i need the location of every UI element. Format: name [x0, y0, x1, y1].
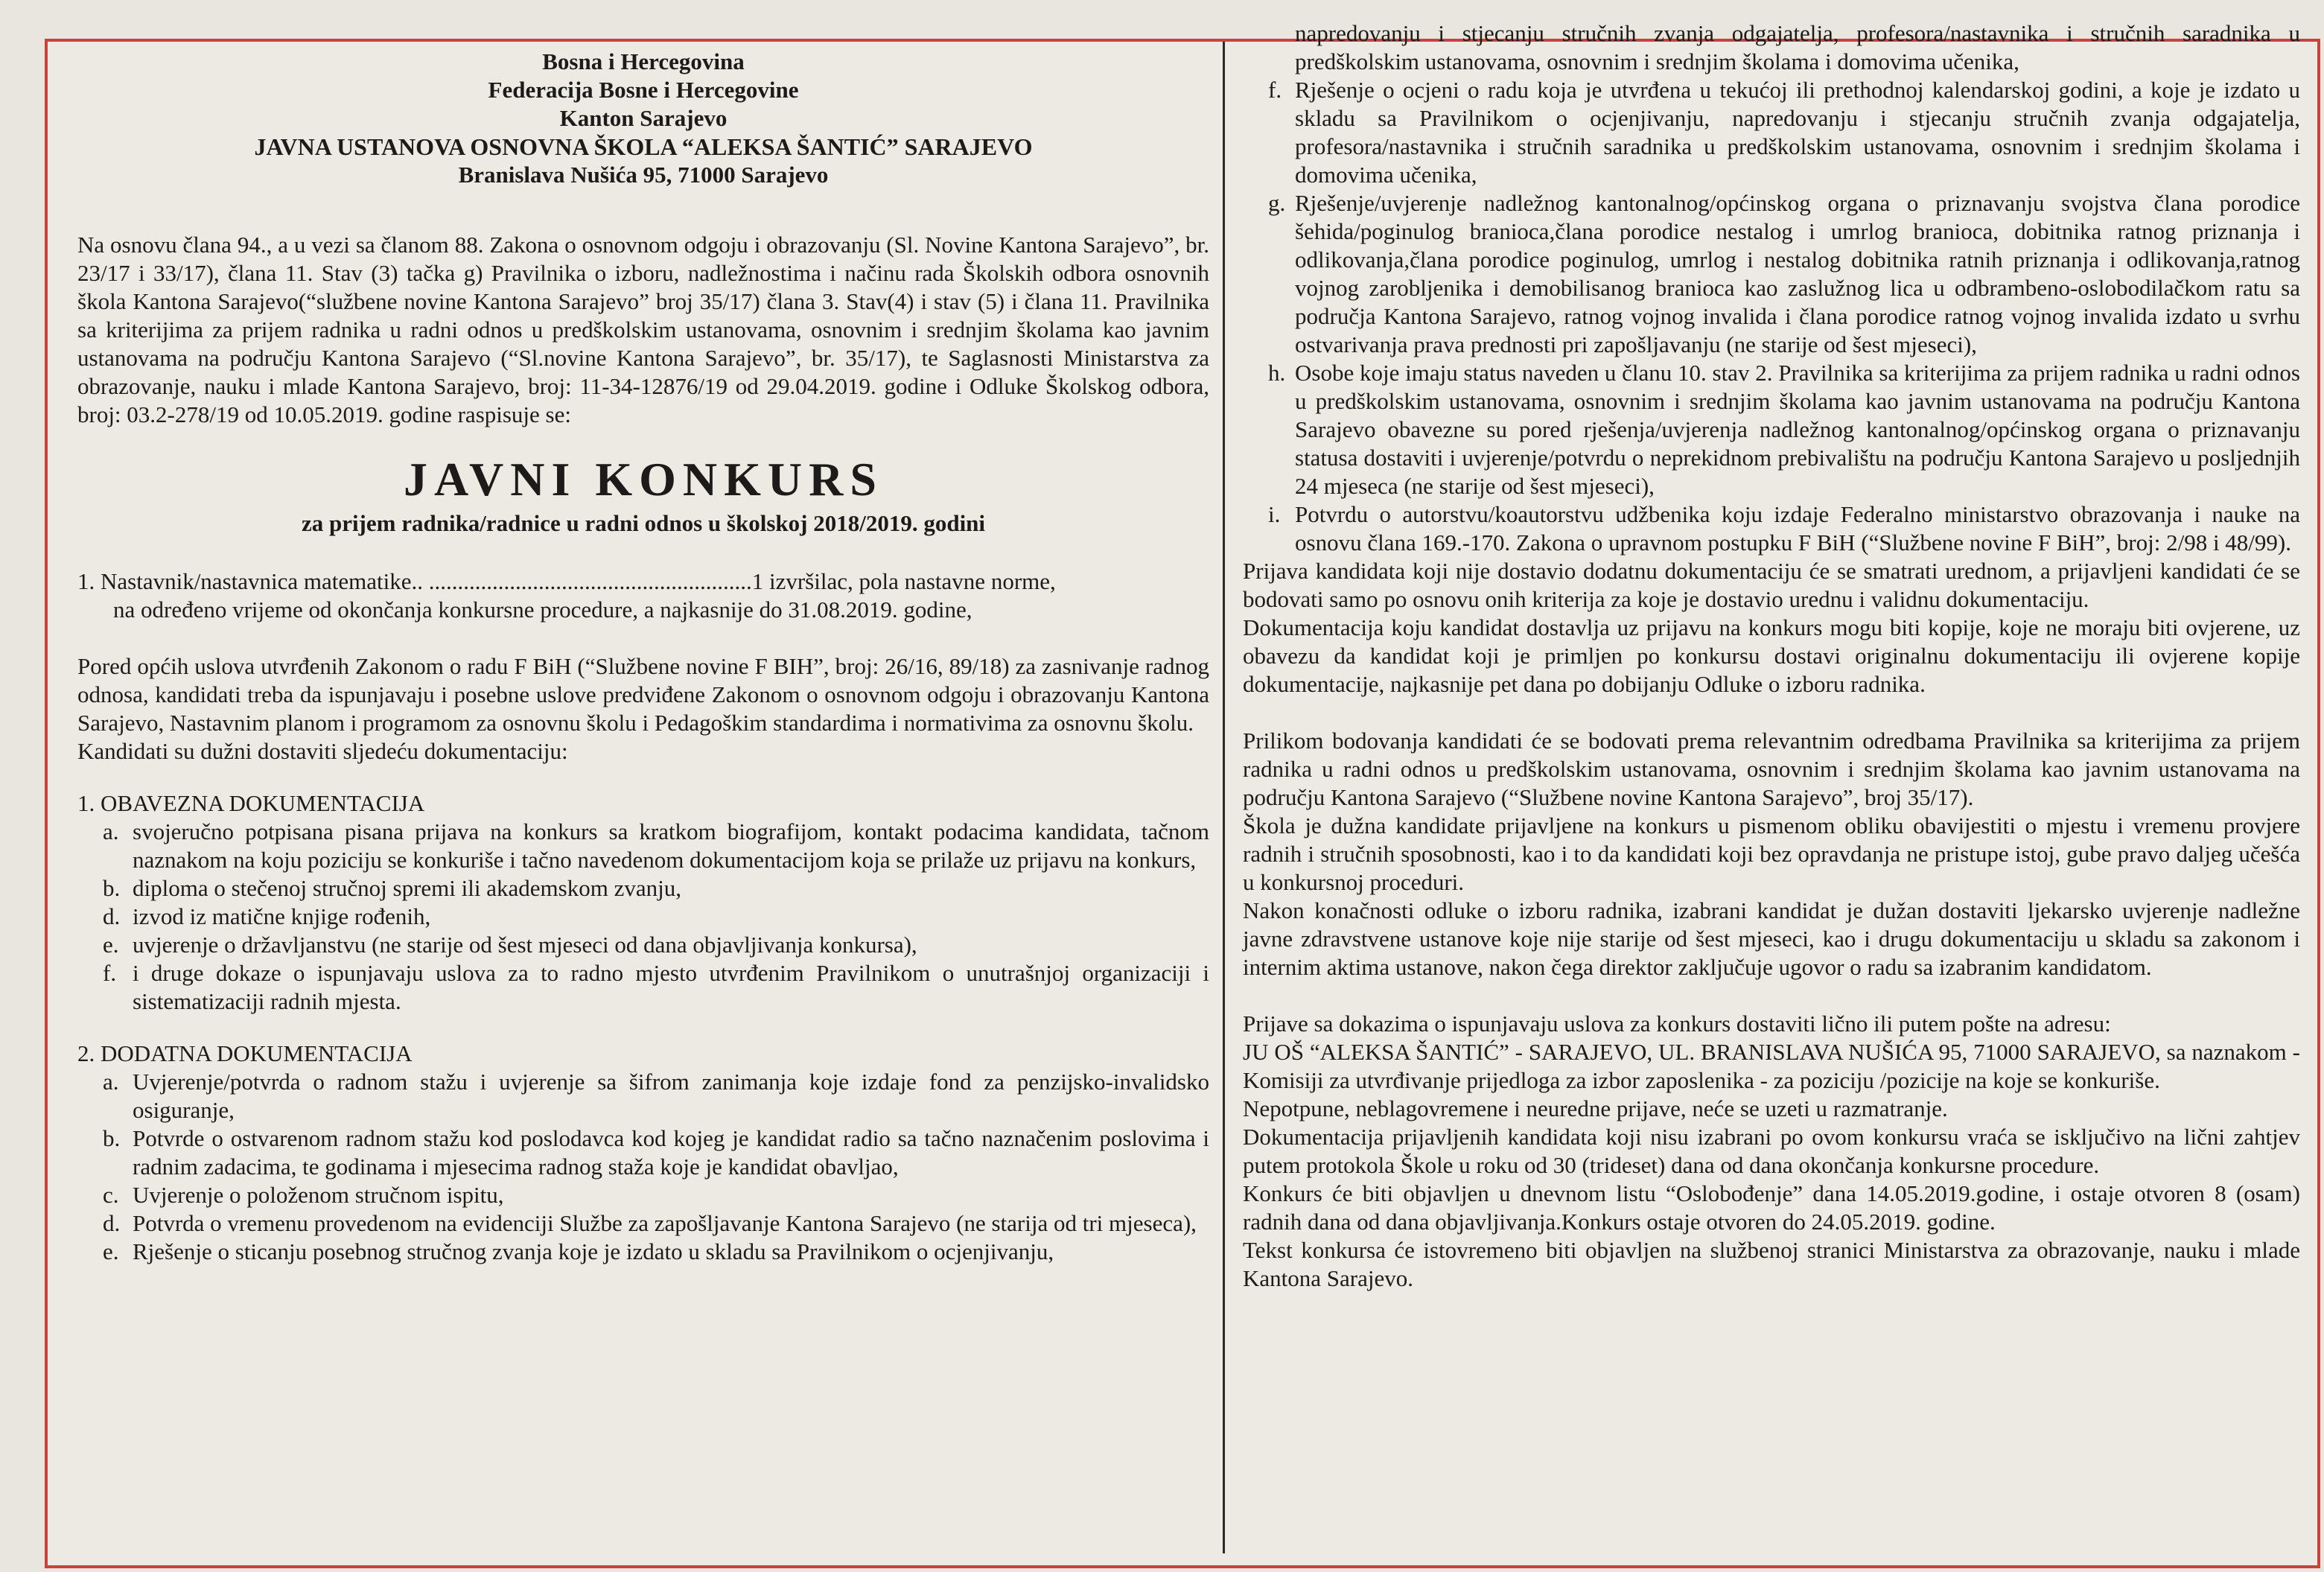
- notice-title: JAVNI KONKURS: [404, 453, 883, 506]
- copies-paragraph: Dokumentacija koju kandidat dostavlja uz prijavu na konkurs mogu biti kopije, koje ne moraju biti ovjerene, uz obavezu da kandidat koji je primljen po konkursu dostavi originalnu dokumentaciju ili ovjerene kopije dokumentacije, najkasnije pet dana po dobijanju Odluke o izboru radnika.: [1243, 614, 2300, 697]
- medical-paragraph: Nakon konačnosti odluke o izboru radnika, izabrani kandidat je dužan dostaviti ljekarsko uvjerenje nadležne javne zdravstvene ustanove koje nije starije od šest mjeseci, kao i drugu dokumentaciju u skladu sa zakonom i internim aktima ustanove, nakon čega direktor zaključuje ugovor o radu sa izabranim kandidatom.: [1243, 897, 2300, 980]
- header-address: Branislava Nušića 95, 71000 Sarajevo: [458, 162, 829, 188]
- header-federation: Federacija Bosne i Hercegovine: [488, 77, 799, 103]
- list-item: e. uvjerenje o državljanstvu (ne starije od šest mjeseci od dana objavljivanja konkursa),: [103, 932, 917, 958]
- position-line-1: 1. Nastavnik/nastavnica matematike.. ........................................................1 izvršilac, pola nastavne norme,: [77, 568, 1056, 594]
- position-entry: [77, 567, 1209, 624]
- list-item: a. svojeručno potpisana pisana prijava na konkurs sa kratkom biografijom, kontakt podacima kandidata, tačnom naznakom na koju poziciju se konkuriše i tačno navedenom dokumentacijom koja se prilaže uz prijavu na konkurs,: [103, 818, 1209, 873]
- publish-paragraph: Konkurs će biti objavljen u dnevnom listu “Oslobođenje” dana 14.05.2019.godine, i ostaje otvoren 8 (osam) radnih dana od dana objavljivanja.Konkurs ostaje otvoren do 24.05.2019. godine.: [1243, 1180, 2300, 1235]
- list-item: g. Rješenje/uvjerenje nadležnog kantonalnog/općinskog organa o priznavanju svojstva člana porodice šehida/poginulog branioca,člana porodice nestalog i umrlog branioca, dobitnika ratnog priznanja i odlikovanja,člana porodice poginulog, umrlog i nestalog dobitnika ratnih priznanja i odlikovanja,ratnog vojnog zarobljenika i demobilisanog branioca kao zaslužnog lica u odbrambeno-oslobodilačkom ratu sa područja Kantona Sarajevo, ratnog vojnog invalida i člana porodice ratnog vojnog invalida izdato u svrhu ostvarivanja prava prednosti pri zapošljavanju (ne starije od šest mjeseci),: [1268, 190, 2300, 357]
- additional-heading: 2. DODATNA DOKUMENTACIJA: [77, 1040, 413, 1066]
- header-country: Bosna i Hercegovina: [542, 48, 745, 74]
- return-paragraph: Dokumentacija prijavljenih kandidata koji nisu izabrani po ovom konkursu vraća se isključivo na lični zahtjev putem protokola Škole u roku od 30 (trideset) dana od dana okončanja konkursne procedure.: [1243, 1124, 2300, 1178]
- testing-paragraph: Škola je dužna kandidate prijavljene na konkurs u pismenom obliku obavijestiti o mjestu i vremenu provjere radnih i stručnih sposobnosti, kao i to da kandidati koji bez opravdanja ne pristupe istoj, gube pravo daljeg učešća u konkursnoj proceduri.: [1243, 812, 2300, 895]
- list-item: f. i druge dokaze o ispunjavaju uslova za to radno mjesto utvrđenim Pravilnikom o unutrašnjoj organizaciji i sistematizaciji radnih mjesta.: [103, 960, 1209, 1014]
- list-item: i. Potvrdu o autorstvu/koautorstvu udžbenika koju izdaje Federalno ministarstvo obrazovanja i nauke na osnovu člana 169.-170. Zakona o upravnom postupku F BiH (“Službene novine F BiH”, broj: 2/98 i 48/99).: [1268, 501, 2300, 556]
- submit-paragraph: Prijave sa dokazima o ispunjavaju uslova za konkurs dostaviti lično ili putem pošte na adresu:: [1243, 1011, 2111, 1037]
- left-column: [77, 48, 1209, 1266]
- header-school-name: JAVNA USTANOVA OSNOVNA ŠKOLA “ALEKSA ŠANTIĆ” SARAJEVO: [254, 133, 1033, 160]
- position-line-2: na određeno vrijeme od okončanja konkursne procedure, a najkasnije do 31.08.2019. godine,: [113, 596, 972, 623]
- right-column: [1243, 19, 2300, 1293]
- mandatory-heading: 1. OBAVEZNA DOKUMENTACIJA: [77, 790, 425, 816]
- scoring-paragraph: Prilikom bodovanja kandidati će se bodovati prema relevantnim odredbama Pravilnika sa kriterijima za prijem radnika u radni odnos u predškolskim ustanovama, osnovnim i srednjim školama kao javnim ustanovama na području Kantona Sarajevo (“Službene novine Kantona Sarajevo”, broj 35/17).: [1243, 728, 2300, 810]
- continuation-text: napredovanju i stjecanju stručnih zvanja odgajatelja, profesora/nastavnika i stručnih saradnika u predškolskim ustanovama, osnovnim i srednjim školama i domovima učenika,: [1295, 20, 2300, 74]
- mandatory-list: [77, 818, 1209, 1016]
- documents-intro: Kandidati su dužni dostaviti sljedeću dokumentaciju:: [77, 738, 568, 764]
- general-conditions: Pored općih uslova utvrđenih Zakonom o radu F BiH (“Službene novine F BIH”, broj: 26/16, 89/18) za zasnivanje radnog odnosa, kandidati treba da ispunjavaju i posebne uslove predviđene Zakonom o osnovnom odgoju i obrazovanju Kantona Sarajevo, Nastavnim planom i programom za osnovnu školu i Pedagoškim standardima i normativima za osnovnu školu.: [77, 653, 1209, 736]
- intro-paragraph: Na osnovu člana 94., a u vezi sa članom 88. Zakona o osnovnom odgoju i obrazovanju (Sl. Novine Kantona Sarajevo”, br. 23/17 i 33/17), člana 11. Stav (3) tačka g) Pravilnika o izboru, nadležnostima i načinu rada Školskih odbora osnovnih škola Kantona Sarajevo(“službene novine Kantona Sarajevo” broj 35/17) člana 3. Stav(4) i stav (5) i člana 11. Pravilnika sa kriterijima za prijem radnika u radni odnos u predškolskim ustanovama, osnovnim i srednjim školama kao javnim ustanovama na području Kantona Sarajevo (“Sl.novine Kantona Sarajevo”, br. 35/17), te Saglasnosti Ministarstva za obrazovanje, nauku i mlade Kantona Sarajevo, broj: 11-34-12876/19 od 29.04.2019. godine i Odluke Školskog odbora, broj: 03.2-278/19 od 10.05.2019. godine raspisuje se:: [77, 232, 1209, 427]
- list-item: b. Potvrde o ostvarenom radnom stažu kod poslodavca kod kojeg je kandidat radio sa tačno naznačenim poslovima i radnim zadacima, te godinama i mjesecima radnog staža koje je kandidat obavljao,: [103, 1125, 1209, 1180]
- list-item: f. Rješenje o ocjeni o radu koja je utvrđena u tekućoj ili prethodnoj kalendarskoj godini, a koje je izdato u skladu sa Pravilnikom o ocjenjivanju, napredovanju i stjecanju stručnih zvanja odgajatelja, profesora/nastavnika i stručnih saradnika u predškolskim ustanovama, osnovnim i srednjim školama i domovima učenika,: [1268, 77, 2300, 188]
- list-item: d. Potvrda o vremenu provedenom na evidenciji Službe za zapošljavanje Kantona Sarajevo (ne starija od tri mjeseca),: [103, 1210, 1197, 1236]
- list-item: c. Uvjerenje o položenom stručnom ispitu,: [103, 1182, 504, 1208]
- header-canton: Kanton Sarajevo: [559, 105, 728, 131]
- list-item: h. Osobe koje imaju status naveden u članu 10. stav 2. Pravilnika sa kriterijima za prijem radnika u radni odnos u predškolskim ustanovama, osnovnim i srednjim školama kao javnim ustanovama na području Kantona Sarajevo obavezne su pored rješenja/uvjerenja nadležnog kantonalnog/općinskog organa o priznavanju statusa dostaviti i uvjerenje/potvrdu o neprekidnom prebivalištu na području Kantona Sarajevo u posljednjih 24 mjeseca (ne starije od šest mjeseci),: [1268, 360, 2300, 499]
- additional-list: [77, 1068, 1209, 1266]
- notice-page: [45, 20, 2320, 1568]
- list-item: e. Rješenje o sticanju posebnog stručnog zvanja koje je izdato u skladu sa Pravilnikom o ocjenjivanju,: [103, 1238, 1054, 1264]
- list-item: b. diploma o stečenoj stručnoj spremi ili akademskom zvanju,: [103, 875, 681, 901]
- incomplete-paragraph: Prijava kandidata koji nije dostavio dodatnu dokumentaciju će se smatrati urednom, a prijavljeni kandidati će se bodovati samo po osnovu onih kriterija za koje je dostavio urednu i validnu dokumentaciju.: [1243, 558, 2300, 612]
- column-divider: [1223, 42, 1225, 1553]
- notice-subtitle: za prijem radnika/radnice u radni odnos u školskoj 2018/2019. godini: [301, 510, 986, 536]
- institution-header: [77, 48, 1209, 189]
- website-paragraph: Tekst konkursa će istovremeno biti objavljen na službenoj stranici Ministarstva za obrazovanje, nauku i mlade Kantona Sarajevo.: [1243, 1237, 2300, 1291]
- list-item: a. Uvjerenje/potvrda o radnom stažu i uvjerenje sa šifrom zanimanja koje izdaje fond za penzijsko-invalidsko osiguranje,: [103, 1069, 1209, 1123]
- rejected-paragraph: Nepotpune, neblagovremene i neuredne prijave, neće se uzeti u razmatranje.: [1243, 1095, 1948, 1121]
- address-paragraph: JU OŠ “ALEKSA ŠANTIĆ” - SARAJEVO, UL. BRANISLAVA NUŠIĆA 95, 71000 SARAJEVO, sa naznakom - Komisiji za utvrđivanje prijedloga za izbor zaposlenika - za poziciju /pozicije na koje se konkuriše.: [1243, 1039, 2300, 1093]
- list-item: d. izvod iz matične knjige rođenih,: [103, 903, 431, 929]
